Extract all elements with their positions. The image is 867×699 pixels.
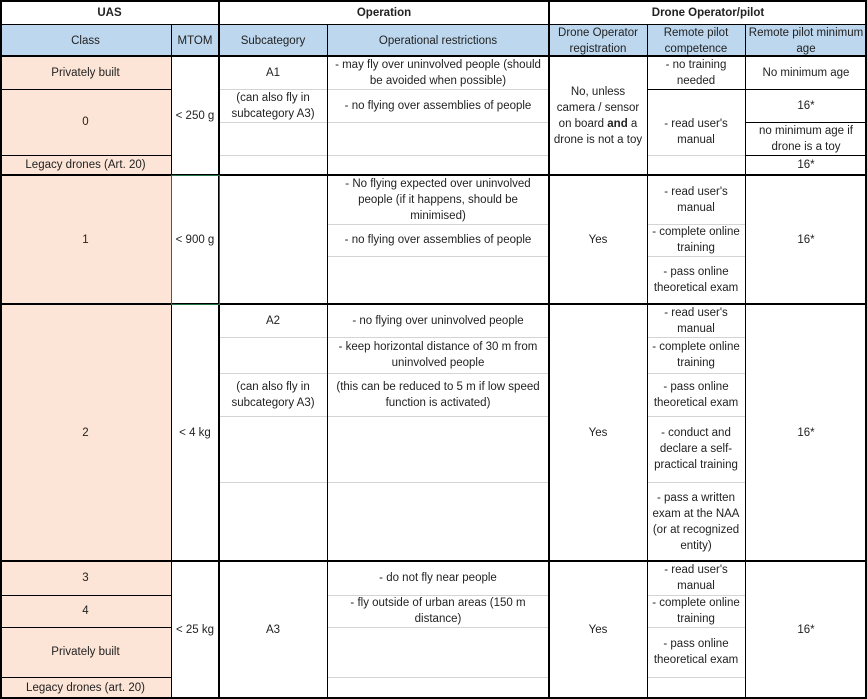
restriction-text: - keep horizontal distance of 30 m from uninvolved people — [338, 341, 538, 369]
registration-cell-c2[interactable] — [549, 304, 647, 561]
group-header-uas-text: UAS — [97, 6, 122, 19]
subcategory-cell-a2[interactable] — [219, 304, 327, 337]
column-header-class[interactable] — [0, 25, 171, 56]
class-cell-legacy[interactable] — [0, 155, 171, 175]
restriction-cell-a3-2[interactable] — [327, 595, 549, 627]
competence-cell-c1-1[interactable] — [647, 175, 745, 224]
competence-text: - no training needed — [665, 58, 727, 87]
class-text: 2 — [82, 426, 89, 439]
class-cell-1[interactable] — [0, 175, 171, 304]
grid-line — [647, 677, 745, 678]
registration-text: Yes — [588, 623, 608, 636]
competence-cell-a2-2[interactable] — [647, 337, 745, 373]
column-header-registration-text: Drone Operator registration — [558, 26, 638, 55]
column-header-subcategory-text: Subcategory — [240, 34, 306, 47]
competence-text: - read user's manual — [664, 564, 728, 592]
restriction-cell-a1-2[interactable] — [327, 89, 549, 122]
competence-text: - conduct and declare a self-practical training — [654, 427, 738, 471]
class-cell-privately-built-a3[interactable] — [0, 627, 171, 677]
class-cell-legacy-a3[interactable] — [0, 677, 171, 698]
grid-line — [327, 155, 549, 156]
restriction-cell-a3-1[interactable] — [327, 561, 549, 595]
registration-text-pre: No, unless camera / sensor on board — [556, 85, 640, 130]
restriction-text: - no flying over assemblies of people — [344, 234, 532, 246]
class-text: Legacy drones (art. 20) — [26, 681, 145, 694]
grid-line — [327, 677, 549, 678]
grid-line — [327, 122, 549, 123]
competence-cell-a3-2[interactable] — [647, 595, 745, 627]
mtom-cell-c1[interactable] — [171, 175, 219, 304]
registration-text: Yes — [588, 426, 608, 439]
subcategory-cell-a1[interactable] — [219, 56, 327, 89]
competence-cell-c1-3[interactable] — [647, 256, 745, 304]
class-text: 0 — [82, 116, 89, 128]
min-age-text: 16* — [797, 99, 815, 112]
grid-line — [327, 482, 549, 483]
column-header-restrictions[interactable] — [327, 25, 549, 56]
grid-line — [327, 416, 549, 417]
competence-cell-a2-3[interactable] — [647, 373, 745, 416]
class-cell-4[interactable] — [0, 595, 171, 627]
grid-line — [219, 482, 327, 483]
grid-line — [219, 416, 327, 417]
mtom-text: < 900 g — [175, 233, 215, 246]
grid-line — [219, 337, 327, 338]
min-age-text: 16* — [797, 623, 815, 636]
competence-text: - complete online training — [652, 597, 740, 625]
min-age-cell-toy[interactable] — [745, 122, 867, 155]
competence-text: - pass a written exam at the NAA (or at recognized entity) — [652, 491, 740, 552]
grid-line — [327, 256, 549, 257]
restriction-cell-a1-1[interactable] — [327, 56, 549, 89]
competence-text: - pass online theoretical exam — [653, 638, 739, 666]
min-age-text: No minimum age — [762, 66, 850, 79]
column-header-subcategory[interactable] — [219, 25, 327, 56]
grid-line — [219, 155, 327, 156]
registration-cell-a1[interactable] — [549, 56, 647, 175]
competence-cell-a3-1[interactable] — [647, 561, 745, 595]
subcategory-cell-a3[interactable] — [219, 561, 327, 698]
restriction-text: - fly outside of urban areas (150 m distance) — [350, 597, 526, 625]
min-age-cell-a3[interactable] — [745, 561, 867, 698]
competence-text: - read user's manual — [664, 118, 728, 146]
restriction-cell-c1-2[interactable] — [327, 224, 549, 256]
min-age-cell-privately-built[interactable] — [745, 56, 867, 89]
class-text: Privately built — [51, 646, 120, 658]
competence-cell-a1-2[interactable] — [647, 89, 745, 175]
subcategory-text: A3 — [265, 623, 281, 636]
restriction-text: - no flying over assemblies of people — [344, 99, 532, 112]
mtom-text: < 4 kg — [179, 426, 211, 439]
min-age-cell-c1[interactable] — [745, 175, 867, 304]
min-age-text: 16* — [797, 233, 815, 246]
group-header-uas[interactable] — [0, 0, 219, 25]
column-header-min-age[interactable] — [745, 25, 867, 56]
mtom-cell-a1[interactable] — [171, 56, 219, 175]
subcategory-text: (can also fly in subcategory A3) — [231, 91, 315, 120]
competence-text: - pass online theoretical exam — [653, 380, 739, 409]
column-header-mtom-text: MTOM — [177, 34, 213, 47]
mtom-text: < 25 kg — [175, 623, 215, 636]
registration-text — [551, 84, 645, 148]
restriction-text: (this can be reduced to 5 m if low speed function is activated) — [336, 380, 540, 409]
class-text: Privately built — [51, 66, 120, 79]
registration-text-post: a drone is not a toy — [553, 117, 643, 146]
competence-cell-a3-3[interactable] — [647, 627, 745, 677]
subcategory-text: A1 — [265, 66, 281, 79]
column-header-min-age-text: Remote pilot minimum age — [748, 26, 864, 55]
class-cell-2[interactable] — [0, 304, 171, 561]
restriction-text: - do not fly near people — [379, 572, 497, 584]
registration-text: Yes — [588, 233, 608, 246]
min-age-text: 16* — [797, 159, 815, 171]
group-header-operation[interactable] — [219, 0, 549, 25]
group-header-operator-text: Drone Operator/pilot — [651, 6, 765, 19]
competence-text: - complete online training — [652, 226, 740, 254]
competence-text: - complete online training — [652, 341, 740, 369]
competence-text: - read user's manual — [664, 185, 728, 214]
class-text: 4 — [82, 605, 89, 617]
class-text: Legacy drones (Art. 20) — [25, 159, 146, 171]
registration-text-and: and — [607, 117, 628, 130]
grid-line — [219, 122, 327, 123]
min-age-cell-c2[interactable] — [745, 304, 867, 561]
min-age-text: 16* — [797, 426, 815, 439]
competence-cell-a2-1[interactable] — [647, 304, 745, 337]
restriction-cell-a2-2[interactable] — [327, 337, 549, 373]
min-age-cell-legacy[interactable] — [745, 155, 867, 175]
mtom-cell-c2[interactable] — [171, 304, 219, 561]
restriction-cell-a2-3[interactable] — [327, 373, 549, 416]
column-header-competence[interactable] — [647, 25, 745, 56]
competence-cell-a1-1[interactable] — [647, 56, 745, 89]
group-header-operation-text: Operation — [356, 6, 412, 19]
restriction-text: - no flying over uninvolved people — [352, 314, 524, 327]
competence-cell-a2-5[interactable] — [647, 482, 745, 561]
mtom-text: < 250 g — [175, 109, 215, 122]
column-header-class-text: Class — [71, 34, 100, 47]
column-header-mtom[interactable] — [171, 25, 219, 56]
column-header-competence-text: Remote pilot competence — [663, 26, 729, 55]
subcategory-cell-a1-note[interactable] — [219, 89, 327, 122]
registration-cell-c1[interactable] — [549, 175, 647, 304]
min-age-text: no minimum age if drone is a toy — [759, 124, 853, 153]
class-text: 1 — [82, 233, 89, 246]
restriction-cell-a2-1[interactable] — [327, 304, 549, 337]
restriction-text: - may fly over uninvolved people (should be avoided when possible) — [335, 58, 541, 87]
class-cell-privately-built[interactable] — [0, 56, 171, 89]
class-text: 3 — [82, 572, 89, 584]
competence-text: - pass online theoretical exam — [653, 266, 739, 294]
subcategory-text: A2 — [265, 314, 281, 327]
group-header-operator[interactable] — [549, 0, 867, 25]
competence-cell-a2-4[interactable] — [647, 416, 745, 482]
competence-cell-c1-2[interactable] — [647, 224, 745, 256]
subcategory-text: (can also fly in subcategory A3) — [231, 380, 315, 409]
min-age-cell-c0[interactable] — [745, 89, 867, 122]
column-header-restrictions-text: Operational restrictions — [378, 34, 498, 47]
mtom-cell-a3[interactable] — [171, 561, 219, 698]
column-header-registration[interactable] — [549, 25, 647, 56]
registration-cell-a3[interactable] — [549, 561, 647, 698]
subcategory-cell-a2-note[interactable] — [219, 373, 327, 416]
class-cell-0[interactable] — [0, 89, 171, 155]
competence-text: - read user's manual — [664, 306, 728, 335]
restriction-cell-c1-1[interactable] — [327, 175, 549, 224]
restriction-text: - No flying expected over uninvolved people (if it happens, should be minimised) — [345, 177, 531, 222]
class-cell-3[interactable] — [0, 561, 171, 595]
grid-line — [327, 627, 549, 628]
